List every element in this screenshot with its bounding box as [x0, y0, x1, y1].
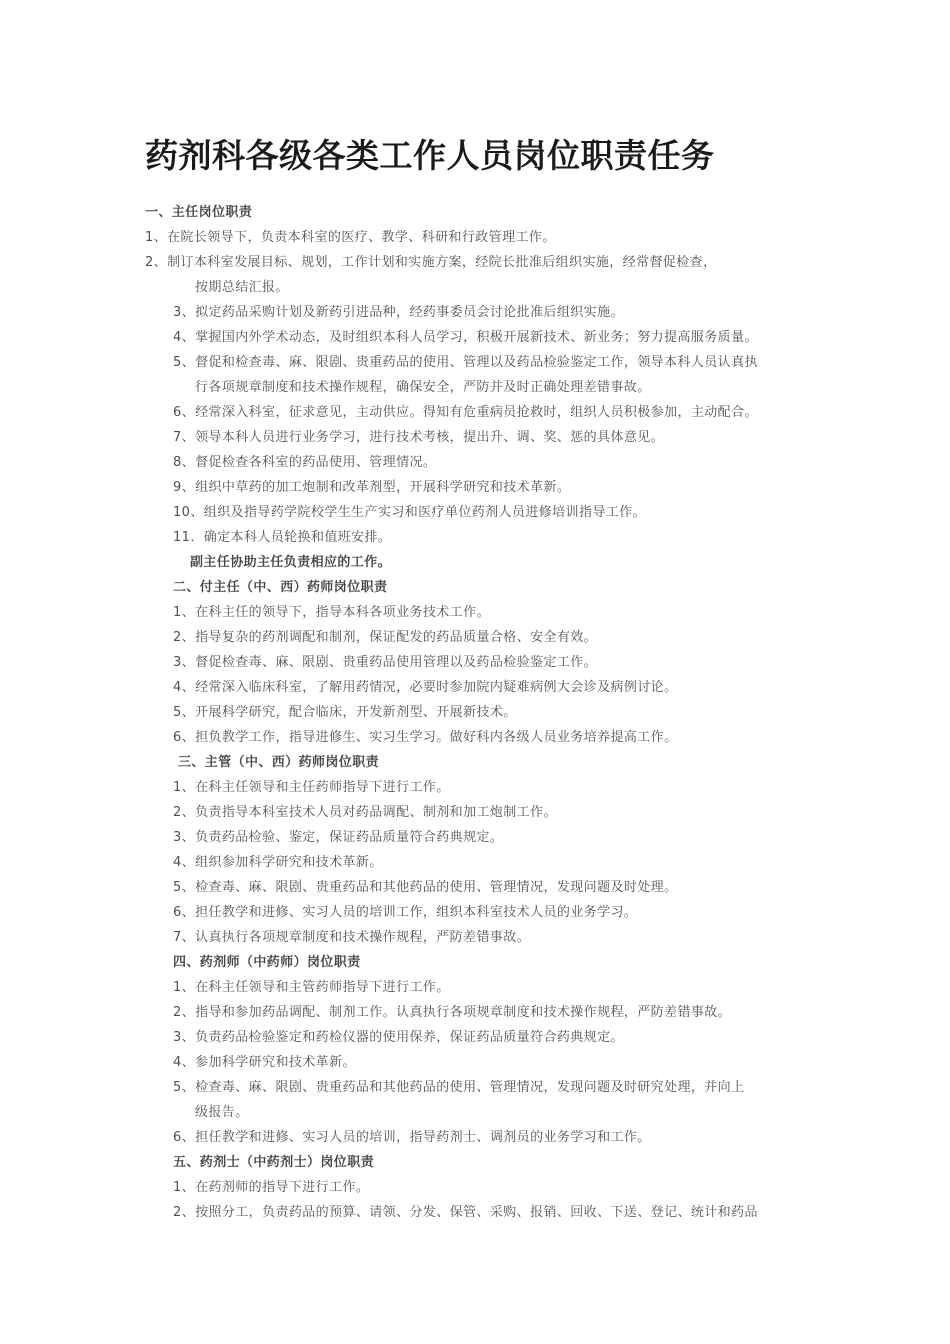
paragraph-line: 按期总结汇报。: [195, 280, 289, 295]
paragraph-line: 行各项规章制度和技术操作规程，确保安全，严防并及时正确处理差错事故。: [195, 380, 651, 395]
document-title: 药剂科各级各类工作人员岗位职责任务: [145, 136, 715, 175]
paragraph-line: 7、认真执行各项规章制度和技术操作规程，严防差错事故。: [173, 930, 531, 945]
paragraph-line: 11．确定本科人员轮换和值班安排。: [173, 530, 392, 545]
paragraph-line: 5、检查毒、麻、限剧、贵重药品和其他药品的使用、管理情况，发现问题及时研究处理，并向上: [173, 1080, 745, 1095]
paragraph-line: 3、拟定药品采购计划及新药引进品种，经药事委员会讨论批准后组织实施。: [173, 305, 624, 320]
paragraph-line: 2、负责指导本科室技术人员对药品调配、制剂和加工炮制工作。: [173, 805, 557, 820]
paragraph-line: 级报告。: [195, 1105, 249, 1120]
paragraph-line: 5、督促和检查毒、麻、限剧、贵重药品的使用、管理以及药品检验鉴定工作，领导本科人员认真执: [173, 355, 758, 370]
section-heading: 三、主管（中、西）药师岗位职责: [178, 755, 380, 770]
paragraph-line: 1、在科主任的领导下，指导本科各项业务技术工作。: [173, 605, 490, 620]
paragraph-line: 6、担负教学工作，指导进修生、实习生学习。做好科内各级人员业务培养提高工作。: [173, 730, 678, 745]
document-body: [0, 200, 950, 1225]
paragraph-line: 5、开展科学研究，配合临床，开发新剂型、开展新技术。: [173, 705, 517, 720]
paragraph-line: 6、经常深入科室，征求意见，主动供应。得知有危重病员抢救时，组织人员积极参加，主动配合。: [173, 405, 758, 420]
section-heading: 五、药剂士（中药剂士）岗位职责: [173, 1155, 375, 1170]
paragraph-line: 2、按照分工，负责药品的预算、请领、分发、保管、采购、报销、回收、下送、登记、统计和药品: [173, 1205, 758, 1220]
paragraph-line: 3、督促检查毒、麻、限剧、贵重药品使用管理以及药品检验鉴定工作。: [173, 655, 598, 670]
section-heading: 副主任协助主任负责相应的工作。: [190, 555, 392, 570]
paragraph-line: 1、在科主任领导和主任药师指导下进行工作。: [173, 780, 450, 795]
paragraph-line: 6、担任教学和进修、实习人员的培训工作，组织本科室技术人员的业务学习。: [173, 905, 638, 920]
paragraph-line: 1、在药剂师的指导下进行工作。: [173, 1180, 370, 1195]
paragraph-line: 4、掌握国内外学术动态，及时组织本科人员学习，积极开展新技术、新业务；努力提高服务质量。: [173, 330, 758, 345]
paragraph-line: 4、经常深入临床科室，了解用药情况，必要时参加院内疑难病例大会诊及病例讨论。: [173, 680, 678, 695]
paragraph-line: 5、检查毒、麻、限剧、贵重药品和其他药品的使用、管理情况，发现问题及时处理。: [173, 880, 678, 895]
paragraph-line: 4、组织参加科学研究和技术革新。: [173, 855, 383, 870]
paragraph-line: 7、领导本科人员进行业务学习，进行技术考核，提出升、调、奖、惩的具体意见。: [173, 430, 665, 445]
paragraph-line: 3、负责药品检验鉴定和药检仪器的使用保养，保证药品质量符合药典规定。: [173, 1030, 624, 1045]
section-heading: 二、付主任（中、西）药师岗位职责: [173, 580, 388, 595]
paragraph-line: 1、在院长领导下，负责本科室的医疗、教学、科研和行政管理工作。: [145, 230, 556, 245]
paragraph-line: 8、督促检查各科室的药品使用、管理情况。: [173, 455, 437, 470]
paragraph-line: 1、在科主任领导和主管药师指导下进行工作。: [173, 980, 450, 995]
paragraph-line: 2、制订本科室发展目标、规划，工作计划和实施方案，经院长批准后组织实施，经常督促检查，: [145, 255, 717, 270]
paragraph-line: 2、指导和参加药品调配、制剂工作。认真执行各项规章制度和技术操作规程，严防差错事故。: [173, 1005, 732, 1020]
paragraph-line: 4、参加科学研究和技术革新。: [173, 1055, 356, 1070]
paragraph-line: 9、组织中草药的加工炮制和改革剂型，开展科学研究和技术革新。: [173, 480, 571, 495]
paragraph-line: 10、组织及指导药学院校学生生产实习和医疗单位药剂人员进修培训指导工作。: [173, 505, 646, 520]
section-heading: 一、主任岗位职责: [145, 205, 253, 220]
section-heading: 四、药剂师（中药师）岗位职责: [173, 955, 361, 970]
paragraph-line: 3、负责药品检验、鉴定，保证药品质量符合药典规定。: [173, 830, 504, 845]
paragraph-line: 6、担任教学和进修、实习人员的培训，指导药剂士、调剂员的业务学习和工作。: [173, 1130, 651, 1145]
paragraph-line: 2、指导复杂的药剂调配和制剂，保证配发的药品质量合格、安全有效。: [173, 630, 598, 645]
